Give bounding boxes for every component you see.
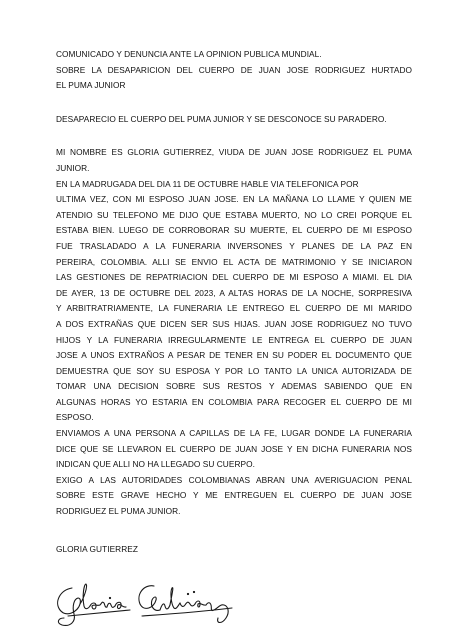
- body-line: DE AYER, 13 DE OCTUBRE DEL 2023, A ALTAS HORAS DE LA NOCHE, SORPRESIVA: [56, 287, 412, 298]
- body-line: EXIGO A LAS AUTORIDADES COLOMBIANAS ABRAN UNA AVERIGUACION PENAL: [56, 474, 412, 485]
- body-line: HIJOS Y LA FUNERARIA IRREGULARMENTE LE ENTREGA EL CUERPO DE JUAN: [56, 334, 412, 345]
- handwritten-signature-icon: [50, 572, 240, 628]
- heading-line-2: SOBRE LA DESAPARICION DEL CUERPO DE JUAN JOSE RODRIGUEZ HURTADO: [56, 64, 412, 75]
- heading-line-3: EL PUMA JUNIOR: [56, 80, 126, 91]
- body-line: ALGUNAS HORAS YO ESTARIA EN COLOMBIA PARA RECOGER EL CUERPO DE MI: [56, 396, 412, 407]
- body-line: RODRIGUEZ EL PUMA JUNIOR.: [56, 506, 181, 517]
- spacer: [56, 127, 412, 145]
- body-line: ULTIMA VEZ, CON MI ESPOSO JUAN JOSE. EN LA MAÑANA LO LLAME Y QUIEN ME: [56, 194, 412, 205]
- body-line: A DOS EXTRAÑAS QUE DICEN SER SUS HIJAS. JUAN JOSE RODRIGUEZ NO TUVO: [56, 318, 412, 329]
- body-line: Y ARBITRATRIAMENTE, LA FUNERARIA LE ENTREGO EL CUERPO DE MI MARIDO: [56, 303, 412, 314]
- body-line: JUNIOR.: [56, 162, 90, 173]
- body-line: LAS GESTIONES DE REPATRIACION DEL CUERPO DE MI ESPOSO A MIAMI. EL DIA: [56, 272, 412, 283]
- document-text: [56, 47, 412, 557]
- body-line: ATENDIO SU TELEFONO ME DIJO QUE ESTABA MUERTO, NO LO CREI PORQUE EL: [56, 209, 412, 220]
- body-line: ENVIAMOS A UNA PERSONA A CAPILLAS DE LA FE, LUGAR DONDE LA FUNERARIA: [56, 428, 412, 439]
- summary-line: DESAPARECIO EL CUERPO DEL PUMA JUNIOR Y SE DESCONOCE SU PARADERO.: [56, 113, 387, 124]
- body-line: DEMUESTRA QUE SOY SU ESPOSA Y POR LO TANTO LA UNICA AUTORIZADA DE: [56, 365, 412, 376]
- body-line: ESPOSO.: [56, 412, 94, 423]
- body-line: EN LA MADRUGADA DEL DIA 11 DE OCTUBRE HABLE VIA TELEFONICA POR: [56, 178, 359, 189]
- body-line: FUE TRASLADADO A LA FUNERARIA INVERSONES Y PLANES DE LA PAZ EN: [56, 240, 412, 251]
- body-line: TOMAR UNA DECISION SOBRE SUS RESTOS Y ADEMAS SABIENDO QUE EN: [56, 381, 412, 392]
- body-line: ESTABA BIEN. LUEGO DE CORROBORAR SU MUERTE, EL CUERPO DE MI ESPOSO: [56, 225, 412, 236]
- body-line: SOBRE ESTE GRAVE HECHO Y ME ENTREGUEN EL CUERPO DE JUAN JOSE: [56, 490, 412, 501]
- body-line: JOSE A UNOS EXTRAÑOS A PESAR DE TENER EN SU PODER EL DOCUMENTO QUE: [56, 350, 412, 361]
- body-line: MI NOMBRE ES GLORIA GUTIERREZ, VIUDA DE JUAN JOSE RODRIGUEZ EL PUMA: [56, 147, 412, 158]
- spacer: [56, 94, 412, 112]
- heading-line-1: COMUNICADO Y DENUNCIA ANTE LA OPINION PUBLICA MUNDIAL.: [56, 49, 322, 59]
- body-line: INDICAN QUE ALLI NO HA LLEGADO SU CUERPO.: [56, 459, 255, 470]
- closing-name: GLORIA GUTIERREZ: [56, 543, 138, 554]
- body-line: PEREIRA, COLOMBIA. ALLI SE ENVIO EL ACTA DE MATRIMONIO Y SE INICIARON: [56, 256, 412, 267]
- spacer: [56, 520, 412, 542]
- body-line: DICE QUE SE LLEVARON EL CUERPO DE JUAN JOSE Y EN DICHA FUNERARIA NOS: [56, 443, 412, 454]
